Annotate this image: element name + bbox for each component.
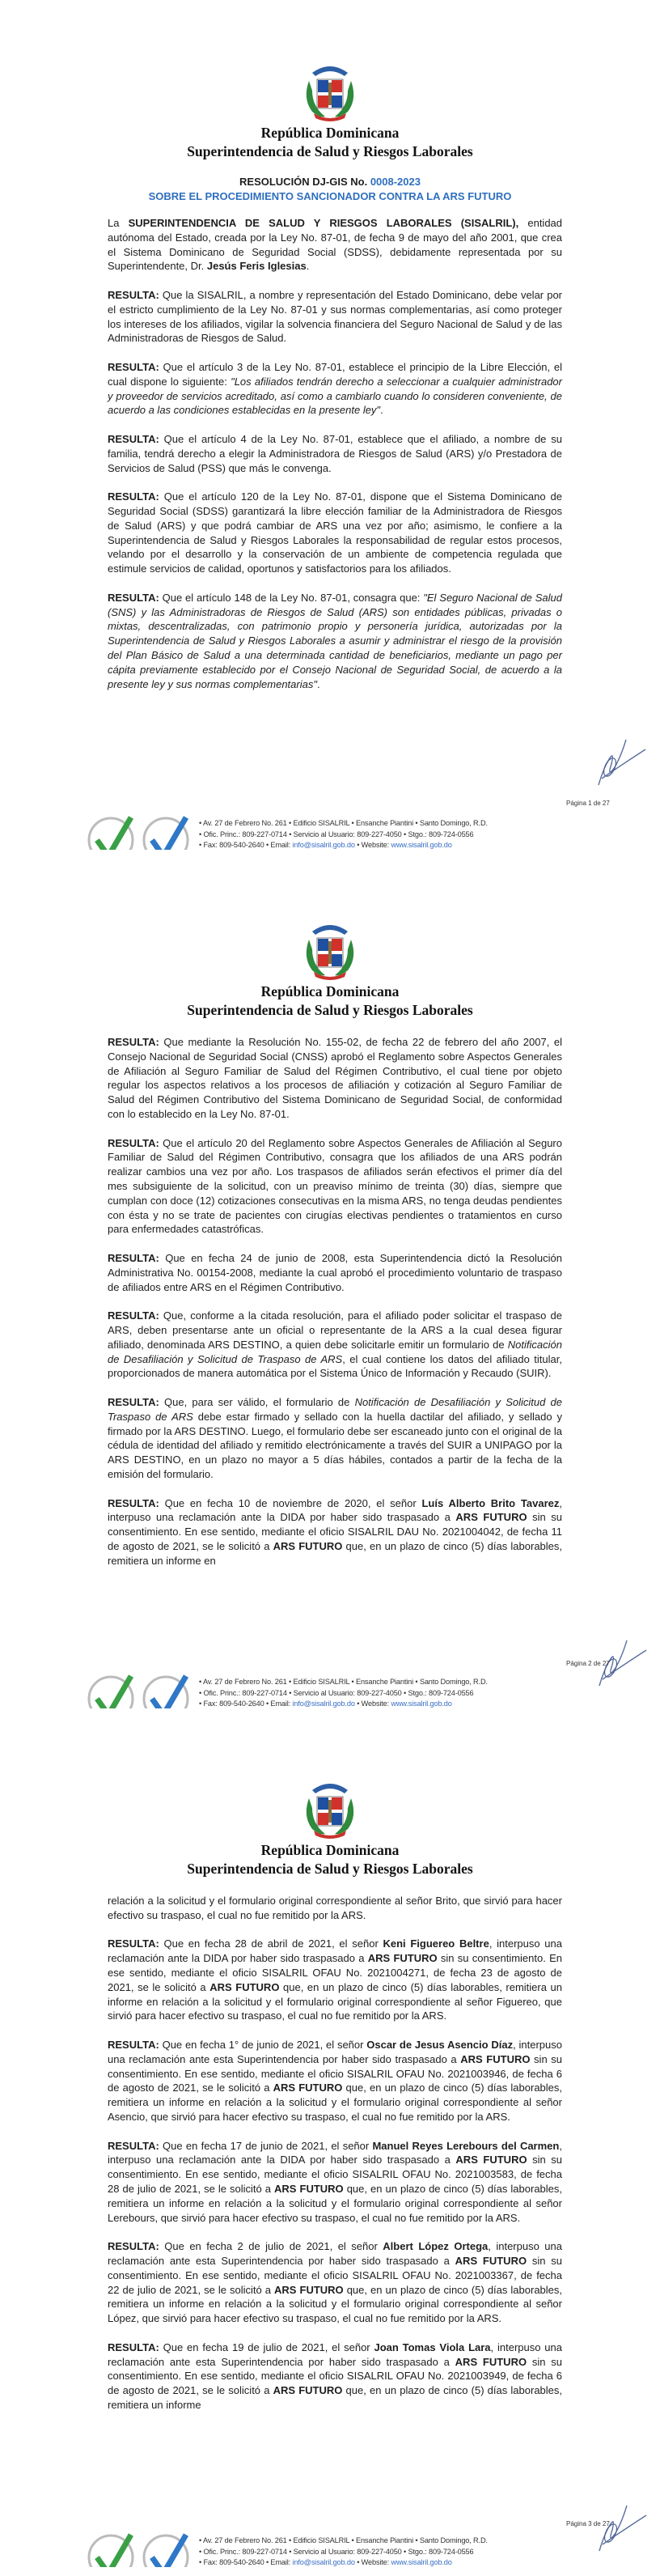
page-footer [0,1671,660,1708]
certification-blue-check-icon [142,2530,189,2567]
italic-quote: Notificación de Desafiliación y Solicitud de Traspaso de ARS [108,1338,562,1365]
paragraph-text: , interpuso una reclamación ante esta Superintendencia por haber sido traspasado a [108,2038,562,2065]
paragraph-text: relación a la solicitud y el formulario original correspondiente al señor Brito, que sirvió para hacer efectivo su traspaso, el cual no fue remitido por la ARS. [108,1895,562,1921]
footer-website-link[interactable]: www.sisalril.gob.do [391,2558,452,2566]
paragraph-text: Que el artículo 3 de la Ley No. 87-01, establece el principio de la Libre Elección, el cual dispone lo siguiente: [108,360,562,388]
bold-text: ARS FUTURO [273,1539,343,1552]
header-institution: Superintendencia de Salud y Riesgos Laborales [187,1861,473,1877]
paragraph [108,360,562,418]
paragraph-text: . [380,404,383,417]
paragraph [108,490,562,576]
bold-text: ARS FUTURO [455,1511,527,1524]
footer-contact [199,2536,488,2567]
footer-phones: • Ofic. Princ.: 809-227-0714 • Servicio al Usuario: 809-227-4050 • Stgo.: 809-724-0556 [199,2547,474,2556]
paragraph [108,1136,562,1237]
document-page-1 [0,0,660,859]
bold-text: ARS FUTURO [274,2182,344,2195]
footer-address: • Av. 27 de Febrero No. 261 • Edificio SISALRIL • Ensanche Piantini • Santo Domingo, R.D. [199,819,488,827]
footer-email-link[interactable]: info@sisalril.gob.do [292,841,355,849]
paragraph [108,1309,562,1381]
footer-web-line [199,2557,488,2567]
paragraph-text: , interpuso una reclamación ante esta Superintendencia por haber sido traspasado a [108,2340,562,2368]
paragraph-text: Que en fecha 1° de junio de 2021, el señor [159,2038,367,2051]
resolution-number: 0008-2023 [370,176,421,188]
footer-website-label: • Website: [354,841,391,849]
paragraph-text: Que en fecha 2 de julio de 2021, el señor [159,2240,383,2253]
bold-text: SUPERINTENDENCIA DE SALUD Y RIESGOS LABORALES (SISALRIL), [128,217,519,229]
footer-contact [199,818,488,850]
footer-email-link[interactable]: info@sisalril.gob.do [292,2558,355,2566]
header-country: República Dominicana [260,1842,400,1858]
bold-text: RESULTA: [108,288,159,301]
paragraph-text: sin su consentimiento. En ese sentido, mediante el oficio SISALRIL OFAU No. 2021003367, de fecha 22 de julio de 2021, se le solicitó a [108,2254,563,2296]
paragraph-text: sin su consentimiento. En ese sentido, mediante el oficio SISALRIL DAU No. 2021004042, de fecha 11 de agosto de 2021, se le solicitó a [108,1511,563,1552]
page-number: Página 1 de 27 [566,800,610,807]
bold-text: RESULTA: [108,2340,159,2353]
bold-text: ARS FUTURO [274,2283,344,2296]
paragraph [108,1035,562,1122]
bold-text: ARS FUTURO [273,2082,343,2094]
bold-text: ARS FUTURO [209,1980,280,1993]
paragraph [108,432,562,475]
paragraph-text: debe estar firmado y sellado con la huella dactilar del afiliado, y sellado y firmado por la ARS DESTINO. Luego, el formulario debe ser escaneado junto con el original de la cédula de identidad del afiliado y remitido electrónicamente a través del SUIR a UNIPAGO por la ARS DESTINO, en un plazo no mayor a 5 días hábiles, contados a partir de la fecha de la emisión del formulario. [108,1410,562,1480]
page-footer [0,2530,660,2567]
paragraph [108,216,562,274]
footer-web-line [199,1699,488,1708]
bold-text: RESULTA: [108,1395,159,1408]
bold-text: RESULTA: [108,2240,159,2253]
italic-quote: Notificación de Desafiliación y Solicitud de Traspaso de ARS [108,1395,563,1423]
paragraph-text: . [316,677,320,690]
footer-phones: • Ofic. Princ.: 809-227-0714 • Servicio al Usuario: 809-227-4050 • Stgo.: 809-724-0556 [199,830,474,838]
paragraph [108,1937,562,2023]
paragraph [108,2239,562,2326]
resolution-prefix: RESOLUCIÓN DJ-GIS No. [239,176,370,188]
bold-text: RESULTA: [108,360,159,373]
bold-text: Keni Figuereo Beltre [383,1937,489,1950]
paragraph-text: Que la SISALRIL, a nombre y representación del Estado Dominicano, debe velar por el estricto cumplimiento de la Ley No. 87-01 y sus normas complementarias, así como proteger los intereses de los afiliados, vigilar la solvencia financiera del Seguro Nacional de Salud y de las Administradoras de Riesgos de Salud. [108,288,562,345]
certification-blue-check-icon [142,813,189,850]
paragraph-text: Que el artículo 20 del Reglamento sobre Aspectos Generales de Afiliación al Seguro Familiar de Salud del Régimen Contributivo, consagra que los afiliados de una ARS podrán realizar cambios una vez por año. Los traspasos de afiliados serán efectivos el primer día del mes subsiguiente de la solicitud, con un preaviso mínimo de treinta (30) días, siempre que cumplan con doce (12) cotizaciones consecutivas en la misma ARS, no tenga deudas pendientes con ésta y no se trate de pacientes con cirugías electivas pendientes o tratamientos en curso para enfermedades catastróficas. [108,1136,562,1236]
bold-text: RESULTA: [108,432,159,445]
paragraph-text: , interpuso una reclamación ante esta Superintendencia por haber sido traspasado a [108,2240,562,2267]
document-page-2 [0,859,660,1717]
paragraph-text: Que, conforme a la citada resolución, para el afiliado poder solicitar el traspaso de ARS, deben presentarse ante un oficial o representante de la ARS a la cual desea figurar afiliado, denominada ARS DESTINO, a quien debe solicitarle emitir un formulario de [108,1309,562,1351]
paragraph-text: Que en fecha 28 de abril de 2021, el señor [159,1937,383,1950]
certification-green-check-icon [87,813,134,850]
paragraph-text: que, en un plazo de cinco (5) días laborables, remitiera un informe en relación a la solicitud y el formulario original correspondiente al señor Figuereo, que sirvió para hacer efectivo su traspaso, el cual no fue remitido por la ARS. [108,1980,563,2022]
paragraph-text: que, en un plazo de cinco (5) días laborables, remitiera un informe en relación a la solicitud y el formulario original correspondiente al señor López, que sirvió para hacer efectivo su traspaso, el cual no fue remitido por la ARS. [108,2283,563,2325]
bold-text: RESULTA: [108,1136,159,1149]
bold-text: RESULTA: [108,1309,159,1322]
bold-text: ARS FUTURO [273,2384,343,2397]
signature-icon [582,728,647,793]
paragraph [108,2038,562,2124]
paragraph-text: sin su consentimiento. En ese sentido, mediante el oficio SISALRIL OFAU No. 2021003949, de fecha 6 de agosto de 2021, se le solicitó a [108,2355,563,2397]
bold-text: Albert López Ortega [383,2240,489,2253]
certification-green-check-icon [87,1671,134,1708]
paragraph-text: sin su consentimiento. En ese sentido, mediante el oficio SISALRIL OFAU No. 2021003583, de fecha 28 de julio de 2021, se le solicitó a [108,2154,563,2195]
paragraph-text: sin su consentimiento. En ese sentido, mediante el oficio SISALRIL OFAU No. 2021003946, de fecha 6 de agosto de 2021, se le solicitó a [108,2052,562,2094]
paragraph-text: , interpuso una reclamación ante la DIDA por haber sido traspasado a [108,1937,562,1965]
paragraph [108,1251,562,1294]
bold-text: RESULTA: [108,1496,159,1509]
paragraph-text: que, en un plazo de cinco (5) días laborables, remitiera un informe [108,2384,563,2411]
bold-text: Jesús Feris Iglesias [206,260,307,273]
coat-of-arms-icon [301,920,359,982]
document-page-3 [0,1717,660,2576]
bold-text: ARS FUTURO [367,1952,438,1965]
footer-contact [199,1677,488,1708]
bold-text: Manuel Reyes Lerebours del Carmen [372,2139,560,2152]
bold-text: RESULTA: [108,1937,159,1950]
footer-website-link[interactable]: www.sisalril.gob.do [391,1700,452,1708]
bold-text: Luís Alberto Brito Tavarez [421,1496,560,1509]
page-footer [0,813,660,850]
footer-website-link[interactable]: www.sisalril.gob.do [391,841,452,849]
bold-text: ARS FUTURO [455,2254,527,2267]
paragraph-text: La [108,217,129,229]
paragraph-text: entidad autónoma del Estado, creada por la Ley No. 87-01, de fecha 9 de mayo del año 2001, que crea el Sistema Dominicano de Seguridad Social (SDSS), debidamente representada por su Superintendente, Dr. [108,217,563,273]
header-institution: Superintendencia de Salud y Riesgos Laborales [187,143,473,159]
page-number: Página 3 de 27 [566,2520,610,2527]
paragraph [108,288,562,346]
paragraph-text: Que mediante la Resolución No. 155-02, de fecha 22 de febrero del año 2007, el Consejo Nacional de Seguridad Social (CNSS) aprobó el Reglamento sobre Aspectos Generales de Afiliación al Seguro Familiar de Salud del Régimen Contributivo, el cual tiene por objeto regular los aspectos relativos a los procesos de afiliación y cotización al Seguro Familiar de Salud del Régimen Contributivo del Sistema Dominicano de Seguridad Social, de conformidad con lo establecido en la Ley No. 87-01. [108,1036,562,1120]
bold-text: RESULTA: [108,591,159,604]
page-body [108,1035,562,1582]
header-institution: Superintendencia de Salud y Riesgos Laborales [187,1002,473,1018]
footer-fax: • Fax: 809-540-2640 • Email: [199,1700,293,1708]
certification-green-check-icon [87,2530,134,2567]
paragraph-text: sin su consentimiento. En ese sentido, mediante el oficio SISALRIL OFAU No. 2021004271, de fecha 23 de agosto de 2021, se le solicitó a [108,1952,563,1993]
bold-text: RESULTA: [108,1251,159,1264]
paragraph-text: Que en fecha 17 de junio de 2021, el señor [159,2139,373,2152]
paragraph-text: Que en fecha 19 de julio de 2021, el señor [159,2340,374,2353]
paragraph-text: que, en un plazo de cinco (5) días laborables, remitiera un informe en relación a la solicitud y el formulario original correspondiente al señor Lerebours, que sirvió para hacer efectivo su traspaso, el cual no fue remitido por la ARS. [108,2182,563,2224]
footer-website-label: • Website: [354,2558,391,2566]
footer-website-label: • Website: [354,1700,391,1708]
paragraph-text: Que en fecha 10 de noviembre de 2020, el señor [159,1496,422,1509]
footer-web-line [199,840,488,850]
page-body [108,1894,562,2426]
paragraph-text: Que, para ser válido, el formulario de [159,1395,355,1408]
bold-text: RESULTA: [108,490,159,503]
italic-quote: "Los afiliados tendrán derecho a seleccionar a cualquier administrador y proveedor de servicios acreditado, así como a cambiarlo cuando lo consideren conveniente, de acuerdo a las condiciones establecidas en la presente ley" [108,375,562,417]
page-number: Página 2 de 27 [566,1660,610,1667]
paragraph-text: que, en un plazo de cinco (5) días laborables, remitiera un informe en [108,1539,563,1567]
header-country: República Dominicana [260,125,400,141]
paragraph-text: Que el artículo 120 de la Ley No. 87-01, dispone que el Sistema Dominicano de Seguridad Social (SDSS) garantizará la libre elección familiar de la Administradora de Riesgos de Salud (ARS) y que podrá cambiar de ARS una vez por año; asimismo, le confiere a la Superintendencia de Salud y Riesgos Laborales la responsabilidad de regular estos procesos, velando por el desarrollo y la conservación de un ambiente de competencia regulada que estimule servicios de calidad, oportunos y satisfactorios para los afiliados. [108,490,562,575]
paragraph [108,591,562,692]
bold-text: RESULTA: [108,1036,159,1048]
bold-text: RESULTA: [108,2038,159,2051]
paragraph-text: Que el artículo 4 de la Ley No. 87-01, establece que el afiliado, a nombre de su familia, tendrá derecho a elegir la Administradora de Riesgos de Salud (ARS) y/o Prestadora de Servicios de Salud (PSS) que más le convenga. [108,432,562,474]
bold-text: ARS FUTURO [455,2355,527,2368]
paragraph-text: , el cual contiene los datos del afiliado titular, proporcionados de manera automática por el Sistema Único de Información y Recaudo (SUIR). [108,1352,562,1380]
paragraph [108,2139,562,2226]
resolution-title [0,176,660,188]
footer-fax: • Fax: 809-540-2640 • Email: [199,841,293,849]
paragraph-text: Que en fecha 24 de junio de 2008, esta Superintendencia dictó la Resolución Administrativa No. 00154-2008, mediante la cual aprobó el procedimiento voluntario de traspaso de afiliados entre ARS en el Régimen Contributivo. [108,1251,562,1293]
footer-phones: • Ofic. Princ.: 809-227-0714 • Servicio al Usuario: 809-227-4050 • Stgo.: 809-724-0556 [199,1688,474,1697]
footer-address: • Av. 27 de Febrero No. 261 • Edificio SISALRIL • Ensanche Piantini • Santo Domingo, R.D. [199,1678,488,1686]
bold-text: Joan Tomas Viola Lara [374,2340,491,2353]
bold-text: ARS FUTURO [460,2052,531,2065]
certification-blue-check-icon [142,1671,189,1708]
bold-text: RESULTA: [108,2139,159,2152]
coat-of-arms-icon [301,1779,359,1840]
bold-text: ARS FUTURO [455,2154,527,2166]
paragraph-text: , interpuso una reclamación ante la DIDA por haber sido traspasado a [108,1496,562,1524]
resolution-subject: SOBRE EL PROCEDIMIENTO SANCIONADOR CONTRA LA ARS FUTURO [148,190,512,202]
paragraph-text: . [306,260,310,273]
bold-text: Oscar de Jesus Asencio Díaz [366,2038,514,2051]
paragraph [108,2340,562,2413]
italic-quote: "El Seguro Nacional de Salud (SNS) y las Administradoras de Riesgos de Salud (ARS) son entidades públicas, privadas o mixtas, descentralizadas, con patrimonio propio y personería jurídica, autorizadas por la Superintendencia de Salud y Riesgos Laborales a asumir y administrar el riesgo de la provisión del Plan Básico de Salud a una determinada cantidad de beneficiarios, mediante un pago per cápita previamente establecido por el Consejo Nacional de Seguridad Social, de acuerdo a la presente ley y sus normas complementarias" [108,591,562,690]
paragraph [108,1395,562,1482]
header-country: República Dominicana [260,983,400,999]
footer-address: • Av. 27 de Febrero No. 261 • Edificio SISALRIL • Ensanche Piantini • Santo Domingo, R.D. [199,2536,488,2544]
paragraph [108,1496,562,1568]
footer-fax: • Fax: 809-540-2640 • Email: [199,2558,293,2566]
page-body [108,216,562,706]
paragraph [108,1894,562,1923]
paragraph-text: Que el artículo 148 de la Ley No. 87-01, consagra que: [159,591,424,604]
paragraph-text: , interpuso una reclamación ante la DIDA por haber sido traspasado a [108,2139,562,2166]
coat-of-arms-icon [301,62,359,123]
paragraph-text: que, en un plazo de cinco (5) días laborables, remitiera un informe en relación a la solicitud y el formulario original correspondiente al señor Asencio, que sirvió para hacer efectivo su traspaso, el cual no fue remitido por la ARS. [108,2082,563,2123]
footer-email-link[interactable]: info@sisalril.gob.do [292,1700,355,1708]
